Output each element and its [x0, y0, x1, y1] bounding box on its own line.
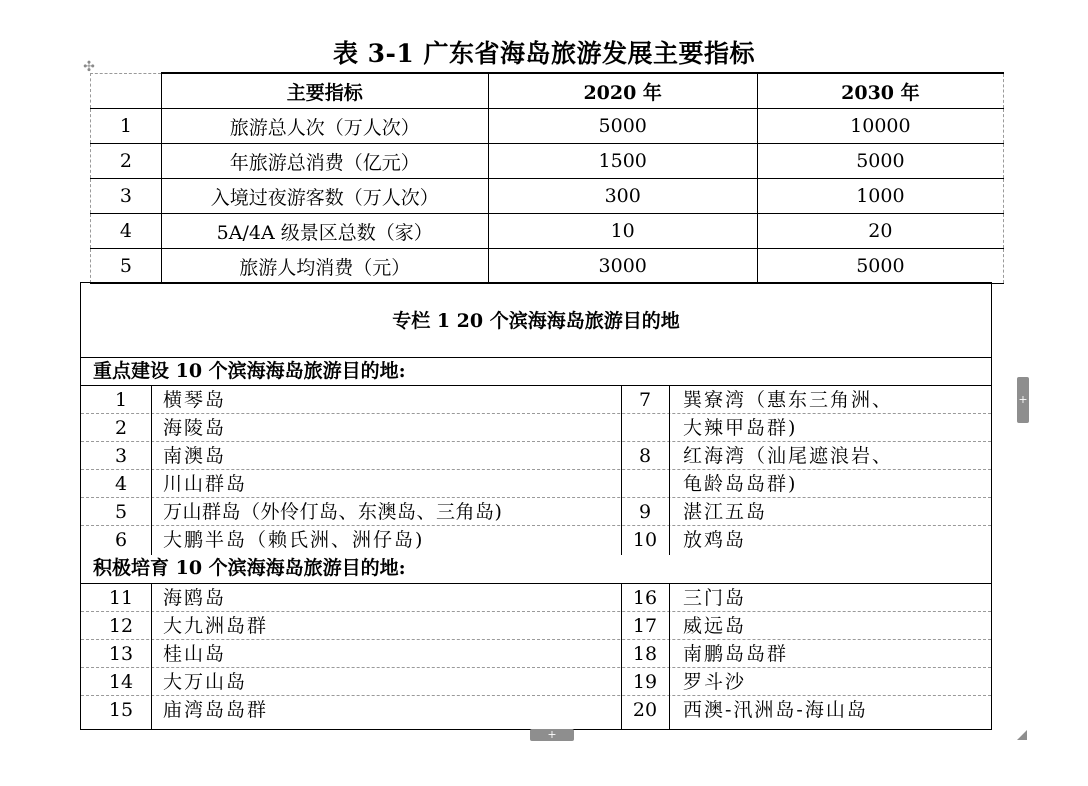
column-divider: [621, 583, 622, 729]
cell-indicator: 5A/4A 级景区总数（家）: [161, 214, 488, 249]
item-name: 横琴岛: [163, 389, 227, 411]
cell-index: 2: [91, 144, 162, 179]
item-number: 17: [632, 615, 658, 637]
cell-2020: 1500: [488, 144, 757, 179]
table-move-handle-icon[interactable]: ✣: [83, 59, 95, 75]
list-item: [81, 583, 991, 612]
list-item: [81, 525, 991, 554]
item-number: [624, 414, 666, 442]
box-title: 专栏 1 20 个滨海海岛旅游目的地: [81, 283, 991, 358]
item-number: 10: [632, 529, 658, 551]
list-item: [81, 441, 991, 470]
item-name: 湛江五岛: [683, 501, 768, 523]
item-number: 11: [108, 587, 134, 609]
item-number: 6: [114, 529, 128, 551]
table-title: 表 3-1 广东省海岛旅游发展主要指标: [332, 39, 756, 68]
item-name: 西澳-汛洲岛-海山岛: [683, 699, 868, 721]
table-row: [91, 144, 1004, 179]
item-name: 罗斗沙: [683, 671, 747, 693]
item-name: 红海湾（汕尾遮浪岩、: [683, 445, 894, 467]
item-name: 南澳岛: [163, 445, 227, 467]
list-item: [81, 611, 991, 640]
item-name: 龟龄岛岛群): [683, 473, 798, 495]
cell-index: 3: [91, 179, 162, 214]
column-divider: [669, 385, 670, 555]
indicators-table: [90, 72, 1004, 284]
table-row: [91, 214, 1004, 249]
cell-2020: 10: [488, 214, 757, 249]
item-number: 5: [114, 501, 128, 523]
item-name: 放鸡岛: [683, 529, 747, 551]
item-name: 万山群岛（外伶仃岛、东澳岛、三角岛): [163, 501, 503, 523]
item-number: 8: [638, 445, 652, 467]
list-item: [81, 695, 991, 724]
item-name: 川山群岛: [163, 473, 248, 495]
list-item: [81, 413, 991, 442]
item-name: 大万山岛: [163, 671, 248, 693]
list-item: [81, 469, 991, 498]
item-name: 大辣甲岛群): [683, 417, 798, 439]
item-number: 1: [114, 389, 128, 411]
header-cell-index: [91, 73, 162, 109]
cell-2030: 10000: [757, 109, 1003, 144]
list-item: [81, 497, 991, 526]
header-cell-2030: 2030 年: [757, 73, 1003, 109]
item-number: 20: [632, 699, 658, 721]
list-item: [81, 667, 991, 696]
item-number: 7: [638, 389, 652, 411]
cell-2030: 5000: [757, 144, 1003, 179]
table-row: [91, 249, 1004, 284]
item-name: 巽寮湾（惠东三角洲、: [683, 389, 894, 411]
cell-index: 1: [91, 109, 162, 144]
item-name: 三门岛: [683, 587, 747, 609]
item-name: 庙湾岛岛群: [163, 699, 269, 721]
item-number: 14: [108, 671, 134, 693]
cell-indicator: 年旅游总消费（亿元）: [161, 144, 488, 179]
item-number: 2: [114, 417, 128, 439]
item-number: 12: [108, 615, 134, 637]
item-number: 19: [632, 671, 658, 693]
add-row-icon[interactable]: +: [530, 729, 574, 741]
item-name: 威远岛: [683, 615, 747, 637]
item-name: 海鸥岛: [163, 587, 227, 609]
cell-indicator: 入境过夜游客数（万人次）: [161, 179, 488, 214]
column-divider: [621, 385, 622, 555]
cell-index: 4: [91, 214, 162, 249]
cell-indicator: 旅游总人次（万人次）: [161, 109, 488, 144]
cell-index: 5: [91, 249, 162, 284]
cell-2020: 3000: [488, 249, 757, 284]
item-number: 13: [108, 643, 134, 665]
item-number: 16: [632, 587, 658, 609]
cell-2030: 5000: [757, 249, 1003, 284]
header-cell-indicator: 主要指标: [161, 73, 488, 109]
table-header-row: [91, 73, 1004, 109]
item-number: 4: [114, 473, 128, 495]
item-name: 桂山岛: [163, 643, 227, 665]
item-number: 9: [638, 501, 652, 523]
list-item: [81, 639, 991, 668]
column-divider: [151, 385, 152, 555]
item-number: 3: [114, 445, 128, 467]
item-name: 大九洲岛群: [163, 615, 269, 637]
section-heading-key: 重点建设 10 个滨海海岛旅游目的地:: [93, 360, 406, 382]
cell-2020: 300: [488, 179, 757, 214]
destinations-box: [80, 282, 992, 730]
cell-2030: 20: [757, 214, 1003, 249]
item-number: 18: [632, 643, 658, 665]
item-number: [624, 470, 666, 498]
list-item: [81, 385, 991, 414]
column-divider: [669, 583, 670, 729]
cell-indicator: 旅游人均消费（元）: [161, 249, 488, 284]
table-row: [91, 109, 1004, 144]
cell-2030: 1000: [757, 179, 1003, 214]
item-name: 大鹏半岛（赖氏洲、洲仔岛): [163, 529, 425, 551]
table-resize-icon[interactable]: [1016, 729, 1028, 741]
column-divider: [151, 583, 152, 729]
header-cell-2020: 2020 年: [488, 73, 757, 109]
item-number: 15: [108, 699, 134, 721]
cell-2020: 5000: [488, 109, 757, 144]
add-column-icon[interactable]: +: [1017, 377, 1029, 423]
item-name: 海陵岛: [163, 417, 227, 439]
item-name: 南鹏岛岛群: [683, 643, 789, 665]
table-row: [91, 179, 1004, 214]
section-heading-cultivate: 积极培育 10 个滨海海岛旅游目的地:: [93, 557, 406, 579]
